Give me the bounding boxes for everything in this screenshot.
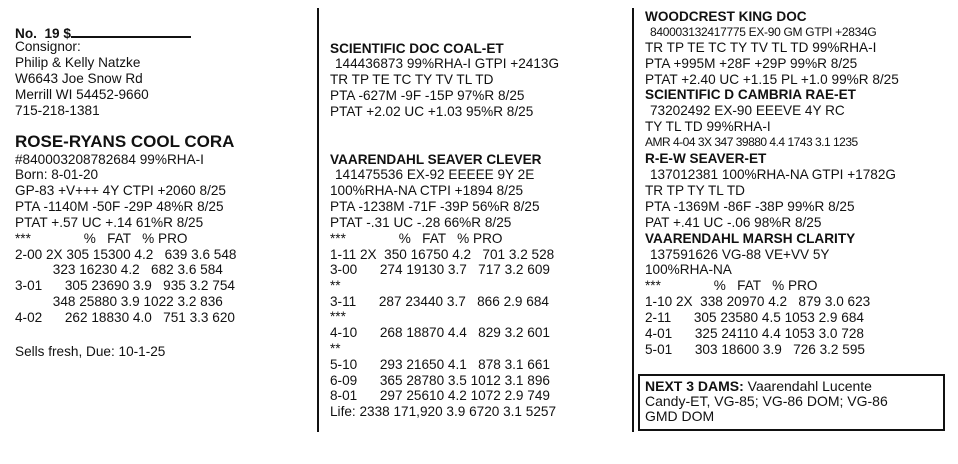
- next-dams-label: NEXT 3 DAMS:: [645, 378, 744, 394]
- sire-line: PTAT +2.40 UC +1.15 PL +1.0 99%R 8/25: [645, 72, 899, 87]
- record-row: **: [330, 341, 341, 356]
- sire-line: 840003132417775 EX-90 GM GTPI +2834G: [650, 25, 877, 39]
- cow-ptat: PTAT +.57 UC +.14 61%R 8/25: [15, 215, 204, 230]
- record-row: 348 25880 3.9 1022 3.2 836: [15, 294, 223, 309]
- sire-line: PTAT +2.02 UC +1.03 95%R 8/25: [330, 104, 534, 119]
- mgs-line: 73202492 EX-90 EEEVE 4Y RC: [650, 103, 845, 118]
- column-divider-right: [632, 8, 634, 432]
- mgd-sire-line: PTA -1369M -86F -38P 99%R 8/25: [645, 199, 855, 214]
- record-row: 3-11 287 23440 3.7 866 2.9 684: [330, 294, 549, 309]
- dam-name: VAARENDAHL SEAVER CLEVER: [330, 152, 542, 167]
- sire-line: PTA -627M -9F -15P 97%R 8/25: [330, 88, 525, 103]
- sale-note: Sells fresh, Due: 10-1-25: [15, 344, 166, 359]
- granddam-line: 137591626 VG-88 VE+VV 5Y: [650, 247, 830, 262]
- record-row: 1-10 2X 338 20970 4.2 879 3.0 623: [645, 294, 871, 309]
- mgd-sire-line: 137012381 100%RHA-NA GTPI +1782G: [650, 167, 896, 182]
- mgd-sire-line: PAT +.41 UC -.06 98%R 8/25: [645, 215, 822, 230]
- cow-born: Born: 8-01-20: [15, 167, 99, 182]
- record-header: *** % FAT % PRO: [645, 278, 818, 293]
- next-dams-line-1: NEXT 3 DAMS: Vaarendahl Lucente: [645, 378, 872, 394]
- granddam-name: VAARENDAHL MARSH CLARITY: [645, 231, 856, 246]
- record-row: 5-01 303 18600 3.9 726 3.2 595: [645, 342, 865, 357]
- record-row: 4-02 262 18830 4.0 751 3.3 620: [15, 310, 235, 325]
- next-dams-line-2: Candy-ET, VG-85; VG-86 DOM; VG-86: [645, 393, 888, 409]
- record-header: *** % FAT % PRO: [15, 231, 188, 246]
- dam-line: 100%RHA-NA CTPI +1894 8/25: [330, 183, 524, 198]
- consignor-city: Merrill WI 54452-9660: [15, 87, 149, 102]
- dam-line: PTA -1238M -71F -39P 56%R 8/25: [330, 199, 540, 214]
- record-row: 4-10 268 18870 4.4 829 3.2 601: [330, 325, 550, 340]
- record-row: 4-01 325 24110 4.4 1053 3.0 728: [645, 326, 864, 341]
- cow-registration: #840003208782684 99%RHA-I: [15, 152, 204, 167]
- consignor-address: W6643 Joe Snow Rd: [15, 71, 143, 86]
- dam-line: PTAT -.31 UC -.28 66%R 8/25: [330, 215, 512, 230]
- cow-gp: GP-83 +V+++ 4Y CTPI +2060 8/25: [15, 183, 226, 198]
- record-row: 5-10 293 21650 4.1 878 3.1 661: [330, 357, 550, 372]
- record-row: 2-00 2X 305 15300 4.2 639 3.6 548: [15, 247, 237, 262]
- record-row: 1-11 2X 350 16750 4.2 701 3.2 528: [330, 247, 555, 262]
- record-row: 8-01 297 25610 4.2 1072 2.9 749: [330, 388, 550, 403]
- record-row: 6-09 365 28780 3.5 1012 3.1 896: [330, 373, 550, 388]
- sire-line: TR TP TE TC TY TV TL TD 99%RHA-I: [645, 40, 877, 55]
- record-row: 3-01 305 23690 3.9 935 3.2 754: [15, 278, 235, 293]
- lot-number: No. 19 $: [15, 24, 191, 41]
- sire-line: PTA +995M +28F +29P 99%R 8/25: [645, 56, 858, 71]
- mgd-sire-line: TR TP TY TL TD: [645, 183, 745, 198]
- record-row: 3-00 274 19130 3.7 717 3.2 609: [330, 262, 550, 277]
- cow-name: ROSE-RYANS COOL CORA: [15, 132, 235, 151]
- dam-line: 141475536 EX-92 EEEEE 9Y 2E: [335, 167, 535, 182]
- mgs-line: TY TL TD 99%RHA-I: [645, 119, 771, 134]
- column-divider-left: [317, 8, 319, 432]
- record-row: **: [330, 278, 341, 293]
- lifetime-record: Life: 2338 171,920 3.9 6720 3.1 5257: [330, 404, 557, 419]
- mgs-amr: AMR 4-04 3X 347 39880 4.4 1743 3.1 1235: [645, 135, 858, 149]
- mgs-name: SCIENTIFIC D CAMBRIA RAE-ET: [645, 87, 856, 102]
- sire-name: SCIENTIFIC DOC COAL-ET: [330, 41, 504, 56]
- record-row: 2-11 305 23580 4.5 1053 2.9 684: [645, 310, 864, 325]
- record-row: 323 16230 4.2 682 3.6 584: [15, 262, 223, 277]
- cow-pta: PTA -1140M -50F -29P 48%R 8/25: [15, 199, 224, 214]
- sire-name: WOODCREST KING DOC: [645, 9, 807, 24]
- next-dams-box: [638, 374, 945, 431]
- record-row: ***: [330, 309, 346, 324]
- sire-line: 144436873 99%RHA-I GTPI +2413G: [335, 56, 560, 71]
- consignor-phone: 715-218-1381: [15, 103, 100, 118]
- next-dams-line-3: GMD DOM: [645, 408, 715, 424]
- sire-line: TR TP TE TC TY TV TL TD: [330, 72, 494, 87]
- price-blank-line: [71, 24, 191, 38]
- consignor-name: Philip & Kelly Natzke: [15, 55, 141, 70]
- record-header: *** % FAT % PRO: [330, 231, 503, 246]
- granddam-line: 100%RHA-NA: [645, 262, 732, 277]
- consignor-label: Consignor:: [15, 39, 81, 54]
- mgd-sire-name: R-E-W SEAVER-ET: [645, 151, 767, 166]
